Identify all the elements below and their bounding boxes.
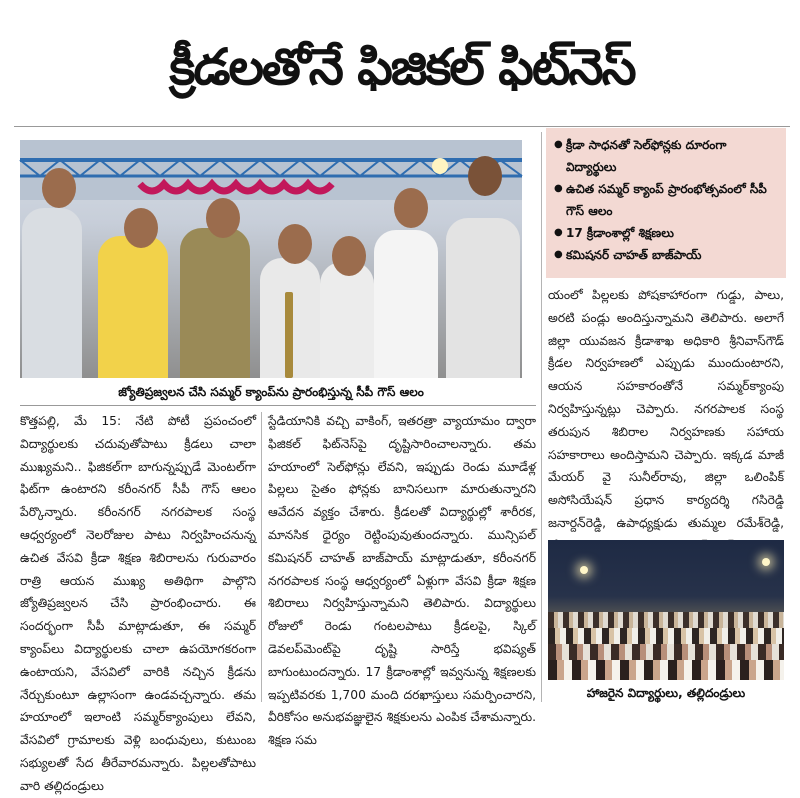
highlight-text: 17 క్రీడాంశాల్లో శిక్షణలు bbox=[566, 226, 674, 240]
highlight-item bbox=[554, 244, 780, 266]
bullet-icon: ● bbox=[554, 139, 563, 150]
highlights-box bbox=[546, 128, 786, 278]
crowd-row bbox=[548, 628, 784, 644]
guest-figure bbox=[278, 224, 312, 264]
guest-figure bbox=[42, 168, 76, 208]
crowd-photo-caption: హాజరైన విద్యార్థులు, తల్లిదండ్రులు bbox=[586, 686, 746, 700]
guest-figure bbox=[468, 156, 502, 196]
guest-figure bbox=[394, 188, 428, 228]
guest-figure bbox=[374, 230, 438, 378]
floodlight-icon bbox=[580, 566, 588, 574]
highlight-text: క్రీడా సాధనతో సెల్‌ఫోన్లకు దూరంగా విద్యార్థులు bbox=[566, 138, 727, 174]
article-text: స్టేడియానికి వచ్చి వాకింగ్, ఇతరత్రా వ్యాయామం ద్వారా ఫిజికల్ ఫిట్‌నెస్‌పై దృష్టిసారించాలన్నారు. తమ హయాంలో సెల్‌ఫోన్లు లేవని, ఇప్పుడు రెండు మూడేళ్ల పిల్లలు సైతం ఫోన్లకు బానిసలుగా మారుతున్నారని ఆవేదన వ్యక్తం చేశారు. క్రీడలతో విద్యార్థుల్లో శారీరక, మానసిక ధైర్యం రెట్టింపువుతుందన్నారు. మున్సిపల్ కమిషనర్ చాహత్ బాజ్‌పాయ్ మాట్లాడుతూ, కరీంనగర్ నగరపాలక సంస్థ ఆధ్వర్యంలో ఏళ్లుగా వేసవి క్రీడా శిక్షణ శిబిరాలు నిర్వహిస్తున్నామని తెలిపారు. విద్యార్థులు రోజులో రెండు గంటలపాటు క్రీడలపై, స్కిల్ డెవలప్‌మెంట్‌పై దృష్టి సారిస్తే భవిష్యత్ బాగుంటుందన్నారు. 17 క్రీడాంశాల్లో ఇవ్వనున్న శిక్షణలకు ఇప్పటివరకు 1,700 మంది దరఖాస్తులు సమర్పించారని, వీరికోసం అనుభవజ్ఞులైన శిక్షకులను ఎంపిక చేశామన్నారు. శిక్షణ సమ bbox=[268, 414, 536, 748]
article-column-3 bbox=[548, 284, 784, 534]
guest-figure bbox=[180, 228, 250, 378]
highlight-item bbox=[554, 134, 780, 178]
bullet-icon: ● bbox=[554, 227, 563, 238]
article-column-2 bbox=[268, 410, 536, 748]
guest-figure bbox=[446, 218, 520, 378]
floodlight-icon bbox=[762, 558, 770, 566]
stage-truss-icon bbox=[20, 140, 522, 200]
headline: క్రీడలతోనే ఫిజికల్ ఫిట్‌నెస్ bbox=[169, 38, 635, 96]
bullet-icon: ● bbox=[554, 249, 563, 260]
caption-divider bbox=[20, 405, 536, 406]
crowd-row bbox=[548, 612, 784, 628]
crowd-photo bbox=[548, 540, 784, 680]
column-divider bbox=[261, 412, 262, 702]
event-photo bbox=[20, 140, 522, 378]
article-column-1 bbox=[20, 410, 256, 793]
highlight-text: కమిషనర్ చాహత్ బాజ్‌పాయ్ bbox=[566, 248, 702, 262]
guest-figure bbox=[320, 262, 374, 378]
article-text: కొత్తపల్లి, మే 15: నేటి పోటీ ప్రపంచంలో విద్యార్థులకు చదువుతోపాటు క్రీడలు చాలా ముఖ్యమని.. ఫిజికల్‌గా బాగున్నప్పుడే మెంటల్‌గా ఫిట్‌గా ఉంటారని కరీంనగర్ సీపీ గౌస్ ఆలం పేర్కొన్నారు. కరీంనగర్ నగరపాలక సంస్థ ఆధ్వర్యంలో నెలరోజుల పాటు నిర్వహించనున్న ఉచిత వేసవి క్రీడా శిక్షణ శిబిరాలను గురువారం రాత్రి ఆయన ముఖ్య అతిథిగా పాల్గొని జ్యోతిప్రజ్వలన చేసి ప్రారంభించారు. ఈ సందర్భంగా సీపీ మాట్లాడుతూ, ఈ సమ్మర్ క్యాంప్‌లు విద్యార్థులకు చాలా ఉపయోగకరంగా ఉంటాయని, వేసవిలో వారికి నచ్చిన క్రీడను నేర్చుకుంటూ ఉల్లాసంగా ఉండవచ్చన్నారు. తమ హయాంలో ఇలాంటి సమ్మర్‌క్యాంపులు లేవని, వేసవిలో గ్రామాలకు వెళ్లి బంధువులు, కుటుంబ సభ్యులతో సేద తీరేవారమన్నారు. పిల్లలతోపాటు వారి తల్లిదండ్రులు bbox=[20, 414, 256, 793]
highlight-item bbox=[554, 178, 780, 222]
lamp-stand bbox=[285, 292, 293, 378]
crowd-row bbox=[548, 660, 784, 680]
guest-figure bbox=[332, 236, 366, 276]
guest-figure bbox=[22, 208, 82, 378]
guest-figure bbox=[206, 198, 240, 238]
highlight-text: ఉచిత సమ్మర్ క్యాంప్ ప్రారంభోత్సవంలో సీపీ గౌస్ ఆలం bbox=[566, 182, 767, 218]
column-divider bbox=[541, 132, 542, 702]
guest-figure bbox=[124, 208, 158, 248]
headline-divider bbox=[14, 126, 790, 127]
article-text: యంలో పిల్లలకు పోషకాహారంగా గుడ్డు, పాలు, అరటి పండ్లు అందిస్తున్నామని తెలిపారు. అలాగే జిల్లా యువజన క్రీడాశాఖ అధికారి శ్రీనివాస్‌గౌడ్ క్రీడల నిర్వహణలో ఎప్పుడు ముందుంటారని, ఆయన సహకారంతోనే సమ్మర్‌క్యాంపు నిర్వహిస్తున్నట్లు చెప్పారు. నగరపాలక సంస్థ తరుపున శిబిరాల నిర్వహణకు సహాయ సహకారాలు అందిస్తామని చెప్పారు. ఇక్కడ మాజీ మేయర్ వై సునీల్‌రావు, జిల్లా ఒలింపిక్ అసోసియేషన్ ప్రధాన కార్యదర్శి గసిరెడ్డి జనార్దన్‌రెడ్డి, ఉపాధ్యక్షుడు తుమ్మల రమేశ్‌రెడ్డి, bbox=[548, 288, 784, 530]
guest-figure bbox=[98, 236, 168, 378]
highlight-item bbox=[554, 222, 780, 244]
bullet-icon: ● bbox=[554, 183, 563, 194]
photo-caption: జ్యోతిప్రజ్వలన చేసి సమ్మర్ క్యాంప్‌ను ప్రారంభిస్తున్న సీపీ గౌస్ ఆలం bbox=[118, 385, 424, 399]
crowd-row bbox=[548, 644, 784, 660]
